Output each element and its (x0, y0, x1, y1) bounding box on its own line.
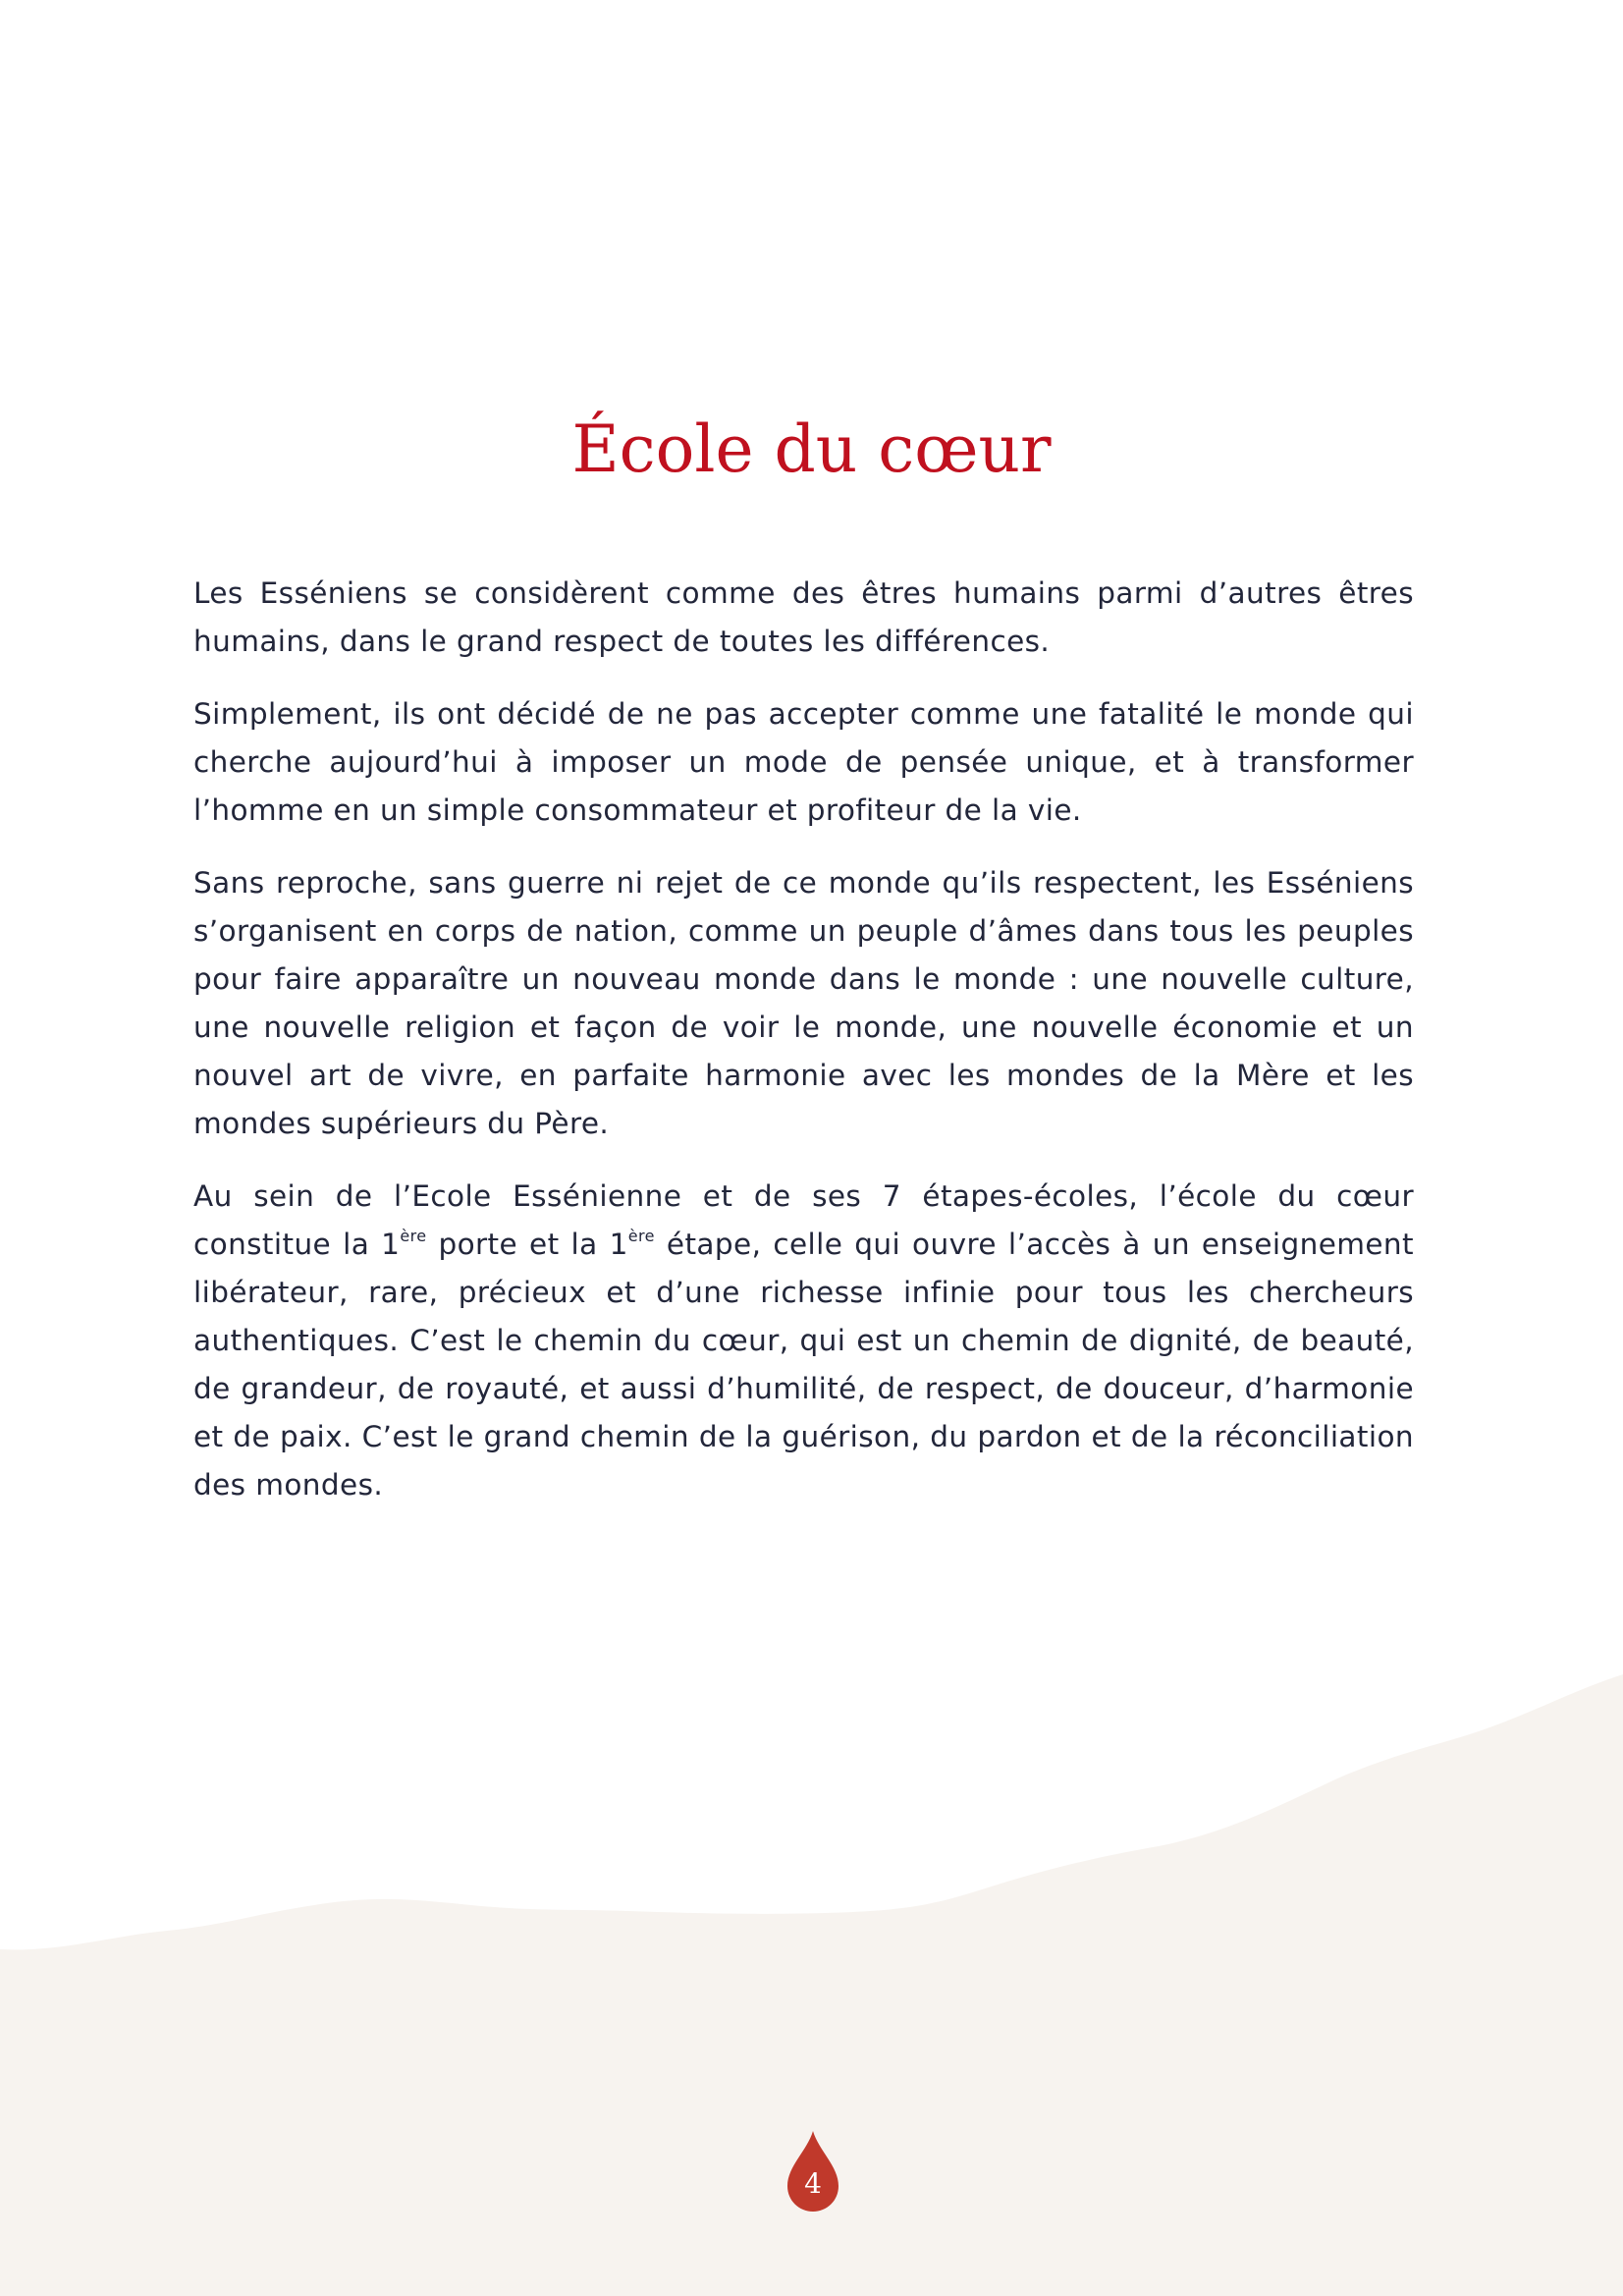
page-number-marker (785, 2129, 840, 2214)
paragraph-4 (193, 1173, 1414, 1509)
paragraph-4-text-a: Au sein de l’Ecole Essénienne et de ses 7 étapes-écoles, l’école du cœur constitue la 1 (193, 1179, 1414, 1261)
body-content (193, 570, 1414, 1534)
paragraph-4-text-b: porte et la 1 (426, 1228, 628, 1261)
paragraph-3: Sans reproche, sans guerre ni rejet de ce monde qu’ils respectent, les Esséniens s’organisent en corps de nation, comme un peuple d’âmes dans tous les peuples pour faire apparaître un nouveau monde dans le monde : une nouvelle culture, une nouvelle religion et façon de voir le monde, une nouvelle économie et un nouvel art de vivre, en parfaite harmonie avec les mondes de la Mère et les mondes supérieurs du Père. (193, 866, 1414, 1140)
ordinal-superscript-2: ère (627, 1227, 655, 1245)
paragraph-4-text-c: étape, celle qui ouvre l’accès à un enseignement libérateur, rare, précieux et d’une richesse infinie pour tous les chercheurs authentiques. C’est le chemin du cœur, qui est un chemin de dignité, de beauté, de grandeur, de royauté, et aussi d’humilité, de respect, de douceur, d’harmonie et de paix. C’est le grand chemin de la guérison, du pardon et de la réconciliation des mondes. (193, 1228, 1414, 1502)
paragraph-1: Les Esséniens se considèrent comme des êtres humains parmi d’autres êtres humains, dans le grand respect de toutes les différences. (193, 576, 1414, 658)
page-number: 4 (804, 2167, 822, 2200)
paragraph-2: Simplement, ils ont décidé de ne pas accepter comme une fatalité le monde qui cherche aujourd’hui à imposer un mode de pensée unique, et à transformer l’homme en un simple consommateur et profiteur de la vie. (193, 697, 1414, 827)
ordinal-superscript-1: ère (400, 1227, 427, 1245)
page-title: École du cœur (571, 411, 1052, 487)
